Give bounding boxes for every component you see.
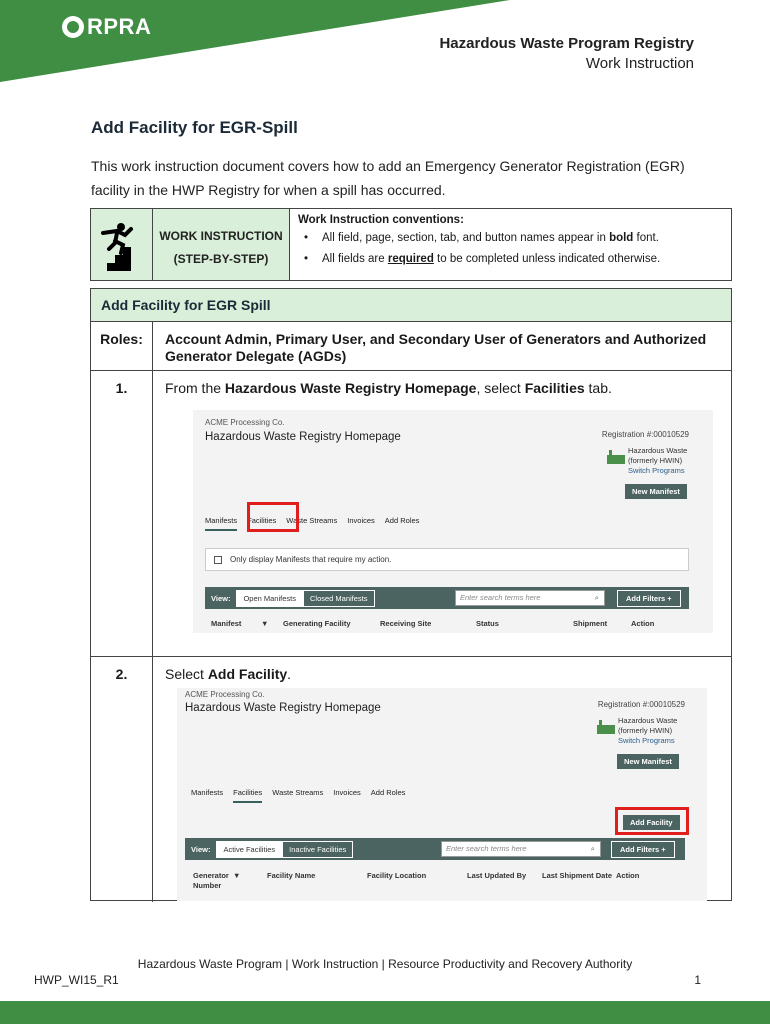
tab-invoices[interactable]: Invoices bbox=[347, 516, 375, 525]
conventions-heading: Work Instruction conventions: bbox=[298, 214, 464, 226]
screenshot-facilities bbox=[177, 688, 707, 901]
facility-table-header: Generator Number ▼ Facility Name Facility Location Last Updated By Last Shipment Date Action bbox=[193, 871, 640, 890]
active-facilities-toggle[interactable]: Active Facilities bbox=[216, 841, 282, 858]
tab-waste-streams[interactable]: Waste Streams bbox=[286, 516, 338, 525]
registry-homepage-title: Hazardous Waste Registry Homepage bbox=[185, 702, 381, 714]
add-filters-button[interactable]: Add Filters + bbox=[611, 841, 675, 858]
add-facility-button[interactable]: Add Facility bbox=[623, 815, 680, 830]
add-filters-button[interactable]: Add Filters + bbox=[617, 590, 681, 607]
conventions-box bbox=[90, 208, 732, 281]
search-icon: ⌕ bbox=[594, 593, 599, 602]
stairs-runner-icon bbox=[91, 209, 153, 280]
search-input[interactable]: Enter search terms here ⌕ bbox=[441, 841, 601, 857]
program-info: Hazardous Waste (formerly HWIN) Switch Programs bbox=[597, 716, 677, 746]
tab-add-roles[interactable]: Add Roles bbox=[370, 788, 406, 797]
roles-row bbox=[91, 322, 731, 371]
document-title: Add Facility for EGR-Spill bbox=[91, 118, 298, 137]
screenshot-manifests bbox=[193, 410, 713, 633]
closed-manifests-toggle[interactable]: Closed Manifests bbox=[303, 590, 375, 607]
step-2-text: Select Add Facility. bbox=[165, 666, 292, 682]
conventions-text bbox=[290, 209, 731, 280]
tab-manifests[interactable]: Manifests bbox=[205, 516, 237, 531]
manifest-table-header: Manifest ▼ Generating Facility Receiving Site Status Shipment Action bbox=[211, 619, 655, 628]
tab-manifests[interactable]: Manifests bbox=[191, 788, 224, 797]
footer-text: Hazardous Waste Program | Work Instruction | Resource Productivity and Recovery Authority bbox=[137, 957, 633, 971]
facility-view-bar: View: Active Facilities Inactive Facilities bbox=[185, 838, 685, 860]
procedure-table bbox=[90, 288, 732, 901]
rpra-logo bbox=[62, 14, 151, 40]
manifest-view-bar: View: Open Manifests Closed Manifests bbox=[205, 587, 689, 609]
conventions-label bbox=[153, 209, 290, 280]
label-line-1: WORK INSTRUCTION bbox=[159, 229, 283, 243]
step-1-row bbox=[91, 371, 731, 657]
header-subtitle: Work Instruction bbox=[585, 55, 694, 72]
document-id: HWP_WI15_R1 bbox=[34, 973, 119, 987]
logo-globe-icon bbox=[62, 16, 84, 38]
registration-number: Registration #:00010529 bbox=[597, 700, 685, 709]
header-title: Hazardous Waste Program Registry bbox=[439, 35, 694, 52]
homepage-tabs bbox=[191, 788, 405, 803]
new-manifest-button[interactable]: New Manifest bbox=[625, 484, 687, 499]
action-filter-checkbox[interactable]: Only display Manifests that require my action. bbox=[205, 548, 689, 571]
search-icon: ⌕ bbox=[590, 844, 595, 853]
convention-bullet-2: • All fields are required to be completed unless indicated otherwise. bbox=[298, 253, 723, 265]
intro-paragraph: This work instruction document covers how to add an Emergency Generator Registration (EGR) facility in the HWP Registry for when a spill has occurred. bbox=[91, 158, 685, 198]
label-line-2: (STEP-BY-STEP) bbox=[173, 252, 269, 266]
tab-facilities[interactable]: Facilities bbox=[247, 516, 277, 525]
company-name: ACME Processing Co. bbox=[185, 690, 265, 699]
roles-text: Account Admin, Primary User, and Secondary User of Generators and Authorized Generator Delegate (AGDs) bbox=[165, 331, 707, 364]
convention-bullet-1: • All field, page, section, tab, and button names appear in bold font. bbox=[298, 232, 723, 244]
tab-invoices[interactable]: Invoices bbox=[333, 788, 361, 797]
tab-waste-streams[interactable]: Waste Streams bbox=[272, 788, 324, 797]
factory-icon bbox=[607, 450, 625, 464]
search-input[interactable]: Enter search terms here ⌕ bbox=[455, 590, 605, 606]
roles-label: Roles: bbox=[91, 322, 153, 370]
factory-icon bbox=[597, 720, 615, 734]
inactive-facilities-toggle[interactable]: Inactive Facilities bbox=[282, 841, 353, 858]
switch-programs-link[interactable]: Switch Programs bbox=[628, 466, 685, 475]
open-manifests-toggle[interactable]: Open Manifests bbox=[236, 590, 303, 607]
new-manifest-button[interactable]: New Manifest bbox=[617, 754, 679, 769]
logo-text: RPRA bbox=[87, 14, 152, 39]
program-info: Hazardous Waste (formerly HWIN) Switch Programs bbox=[607, 446, 687, 476]
sort-icon: ▼ bbox=[233, 871, 241, 880]
homepage-tabs bbox=[205, 516, 419, 531]
registry-homepage-title: Hazardous Waste Registry Homepage bbox=[205, 431, 401, 443]
checkbox-icon[interactable] bbox=[214, 556, 222, 564]
sort-icon: ▼ bbox=[261, 619, 269, 628]
tab-add-roles[interactable]: Add Roles bbox=[384, 516, 420, 525]
highlight-add-facility bbox=[615, 807, 689, 835]
step-2-number: 2. bbox=[91, 657, 153, 902]
switch-programs-link[interactable]: Switch Programs bbox=[618, 736, 675, 745]
footer-green-band bbox=[0, 1001, 770, 1024]
step-2-row bbox=[91, 657, 731, 902]
company-name: ACME Processing Co. bbox=[205, 418, 285, 427]
registration-number: Registration #:00010529 bbox=[601, 430, 689, 439]
procedure-heading: Add Facility for EGR Spill bbox=[91, 289, 731, 322]
page-number: 1 bbox=[694, 973, 701, 987]
step-1-text: From the Hazardous Waste Registry Homepage, select Facilities tab. bbox=[165, 380, 612, 396]
step-1-number: 1. bbox=[91, 371, 153, 656]
header-green-band bbox=[0, 0, 510, 82]
highlight-facilities-tab bbox=[247, 502, 299, 532]
tab-facilities[interactable]: Facilities bbox=[233, 788, 262, 803]
